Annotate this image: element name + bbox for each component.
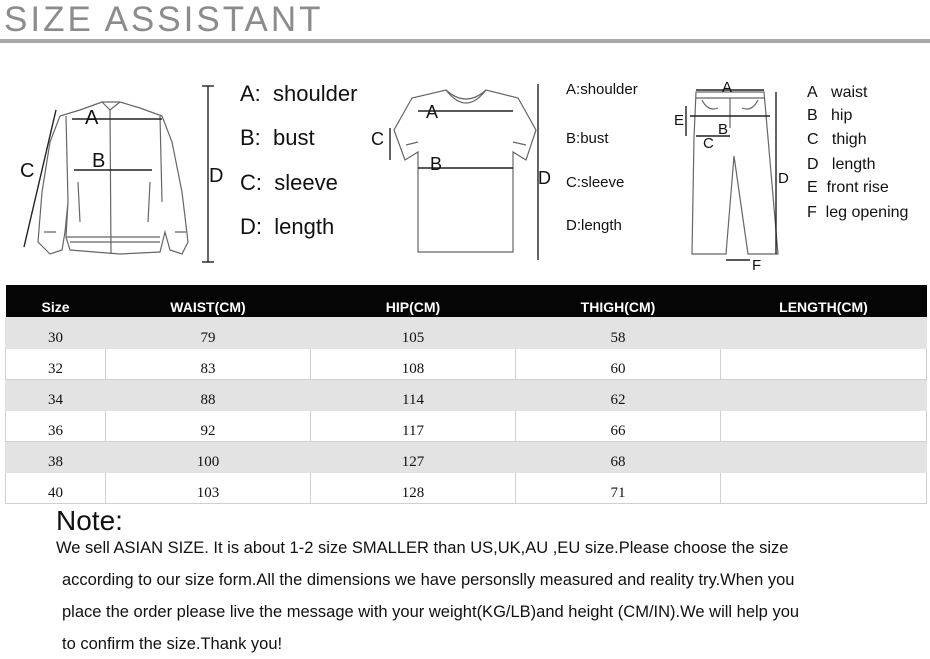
pants-legend-item: A waist — [807, 84, 868, 101]
table-cell: 79 — [106, 318, 311, 349]
table-cell: 36 — [6, 411, 106, 442]
table-cell: 40 — [6, 473, 106, 504]
table-cell: 128 — [311, 473, 516, 504]
jacket-marker-c: C — [20, 160, 35, 182]
table-cell: 88 — [106, 380, 311, 411]
column-header-length: LENGTH(CM) — [721, 285, 927, 318]
page-title: SIZE ASSISTANT — [4, 0, 324, 39]
column-header-thigh: THIGH(CM) — [516, 285, 721, 318]
jacket-marker-a: A — [85, 107, 99, 129]
table-cell: 68 — [516, 442, 721, 473]
pants-legend-item: F leg opening — [807, 204, 909, 221]
table-cell — [721, 473, 927, 504]
table-cell: 127 — [311, 442, 516, 473]
tshirt-marker-c: C — [371, 129, 384, 149]
note-title: Note: — [56, 505, 123, 536]
note-line: We sell ASIAN SIZE. It is about 1-2 size SMALLER than US,UK,AU ,EU size.Please choose the size — [56, 539, 789, 557]
jacket-legend-item: C: sleeve — [240, 170, 338, 195]
table-cell: 66 — [516, 411, 721, 442]
jacket-diagram — [10, 82, 225, 267]
table-cell: 103 — [106, 473, 311, 504]
table-cell: 100 — [106, 442, 311, 473]
table-cell: 58 — [516, 318, 721, 349]
pants-legend-item: C thigh — [807, 131, 867, 148]
column-header-size: Size — [6, 285, 106, 318]
table-row — [6, 380, 927, 411]
table-cell: 71 — [516, 473, 721, 504]
jacket-legend-item: D: length — [240, 214, 335, 239]
table-cell — [721, 380, 927, 411]
pants-legend-item: D length — [807, 156, 876, 173]
note-line: place the order please live the message with your weight(KG/LB)and height (CM/IN).We will help you — [62, 603, 800, 621]
size-table — [5, 285, 927, 504]
table-cell: 105 — [311, 318, 516, 349]
table-cell: 60 — [516, 349, 721, 380]
jacket-marker-d: D — [209, 165, 224, 187]
tshirt-marker-a: A — [426, 102, 439, 122]
table-cell — [721, 318, 927, 349]
column-header-waist: WAIST(CM) — [106, 285, 311, 318]
pants-marker-b: B — [718, 121, 729, 138]
pants-legend-item: E front rise — [807, 179, 889, 196]
table-cell: 92 — [106, 411, 311, 442]
pants-marker-a: A — [722, 79, 733, 96]
table-cell — [721, 349, 927, 380]
tshirt-marker-d: D — [538, 168, 551, 188]
table-cell: 83 — [106, 349, 311, 380]
tshirt-marker-b: B — [430, 154, 443, 174]
table-row — [6, 349, 927, 380]
pants-marker-c: C — [703, 135, 714, 152]
table-cell: 108 — [311, 349, 516, 380]
pants-marker-e: E — [674, 112, 685, 129]
table-cell: 30 — [6, 318, 106, 349]
note-line: to confirm the size.Thank you! — [62, 635, 283, 653]
table-cell: 62 — [516, 380, 721, 411]
tshirt-legend-item: B:bust — [566, 130, 609, 147]
column-header-hip: HIP(CM) — [311, 285, 516, 318]
tshirt-legend-item: A:shoulder — [566, 81, 638, 98]
jacket-legend-item: B: bust — [240, 125, 315, 150]
table-cell — [721, 442, 927, 473]
table-row — [6, 442, 927, 473]
pants-marker-f: F — [752, 257, 762, 273]
table-cell — [721, 411, 927, 442]
table-row — [6, 473, 927, 504]
table-cell: 34 — [6, 380, 106, 411]
note-line: according to our size form.All the dimensions we have personslly measured and reality try.When you — [62, 571, 795, 589]
table-row — [6, 411, 927, 442]
table-cell: 32 — [6, 349, 106, 380]
pants-diagram — [668, 78, 798, 273]
tshirt-legend-item: D:length — [566, 217, 622, 234]
jacket-marker-b: B — [92, 150, 106, 172]
tshirt-diagram — [368, 80, 563, 265]
table-header-row — [6, 285, 927, 318]
tshirt-legend-item: C:sleeve — [566, 174, 625, 191]
pants-legend-item: B hip — [807, 107, 853, 124]
jacket-legend-item: A: shoulder — [240, 81, 358, 106]
title-divider — [0, 39, 930, 43]
pants-marker-d: D — [778, 170, 789, 187]
table-cell: 117 — [311, 411, 516, 442]
table-row — [6, 318, 927, 349]
table-cell: 38 — [6, 442, 106, 473]
table-cell: 114 — [311, 380, 516, 411]
